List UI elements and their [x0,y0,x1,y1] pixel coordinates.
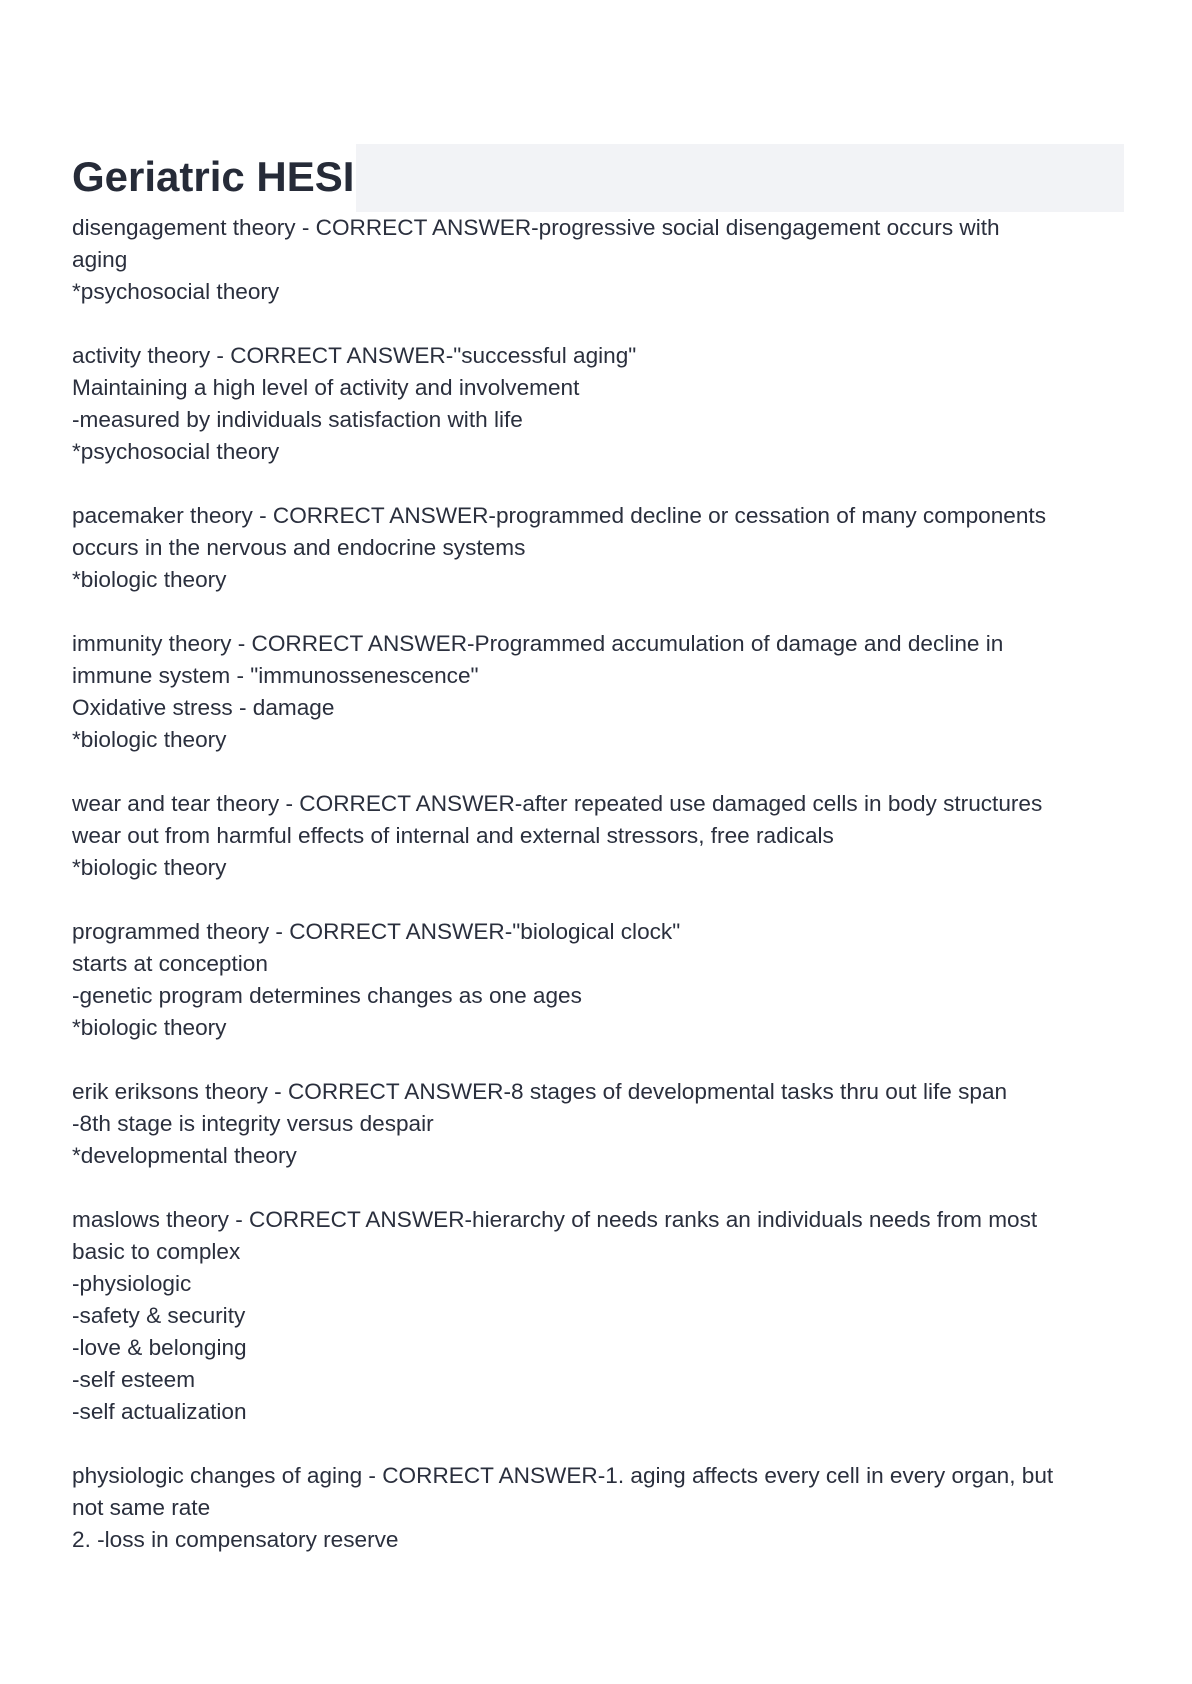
entry-line: Maintaining a high level of activity and involvement [72,375,580,400]
page-title: Geriatric HESI [72,144,356,212]
flashcard-entry [72,1460,1124,1556]
entry-line: *psychosocial theory [72,439,280,464]
entry-line: *biologic theory [72,1015,227,1040]
flashcard-entry [72,212,1124,308]
flashcard-entry [72,1204,1124,1428]
flashcard-entry [72,1076,1124,1172]
entry-line: -measured by individuals satisfaction with life [72,407,523,432]
entry-line: -love & belonging [72,1335,247,1360]
entry-line: basic to complex [72,1239,241,1264]
entry-line: *developmental theory [72,1143,297,1168]
entry-line: maslows theory - CORRECT ANSWER-hierarchy of needs ranks an individuals needs from most [72,1207,1038,1232]
entry-line: erik eriksons theory - CORRECT ANSWER-8 stages of developmental tasks thru out life span [72,1079,1008,1104]
entry-line: -self esteem [72,1367,196,1392]
entry-line: *biologic theory [72,567,227,592]
entry-line: wear and tear theory - CORRECT ANSWER-after repeated use damaged cells in body structures [72,791,1043,816]
entry-line: activity theory - CORRECT ANSWER-"successful aging" [72,343,637,368]
document-page [72,144,1124,1588]
entry-line: *biologic theory [72,727,227,752]
entry-line: -safety & security [72,1303,246,1328]
entry-line: physiologic changes of aging - CORRECT ANSWER-1. aging affects every cell in every organ, but [72,1463,1054,1488]
flashcard-list [72,212,1124,1556]
entry-line: 2. -loss in compensatory reserve [72,1527,399,1552]
entry-line: disengagement theory - CORRECT ANSWER-progressive social disengagement occurs with [72,215,1000,240]
entry-line: pacemaker theory - CORRECT ANSWER-programmed decline or cessation of many components [72,503,1047,528]
flashcard-entry [72,500,1124,596]
entry-line: -self actualization [72,1399,247,1424]
title-banner [72,144,1124,212]
entry-line: occurs in the nervous and endocrine systems [72,535,526,560]
flashcard-entry [72,628,1124,756]
entry-line: immune system - "immunossenescence" [72,663,479,688]
entry-line: *psychosocial theory [72,279,280,304]
flashcard-entry [72,788,1124,884]
entry-line: wear out from harmful effects of internal and external stressors, free radicals [72,823,834,848]
entry-line: programmed theory - CORRECT ANSWER-"biological clock" [72,919,681,944]
entry-line: -genetic program determines changes as one ages [72,983,582,1008]
entry-line: *biologic theory [72,855,227,880]
entry-line: aging [72,247,128,272]
flashcard-entry [72,916,1124,1044]
entry-line: starts at conception [72,951,268,976]
entry-line: Oxidative stress - damage [72,695,335,720]
flashcard-entry [72,340,1124,468]
entry-line: -physiologic [72,1271,192,1296]
entry-line: not same rate [72,1495,211,1520]
entry-line: -8th stage is integrity versus despair [72,1111,434,1136]
entry-line: immunity theory - CORRECT ANSWER-Programmed accumulation of damage and decline in [72,631,1004,656]
